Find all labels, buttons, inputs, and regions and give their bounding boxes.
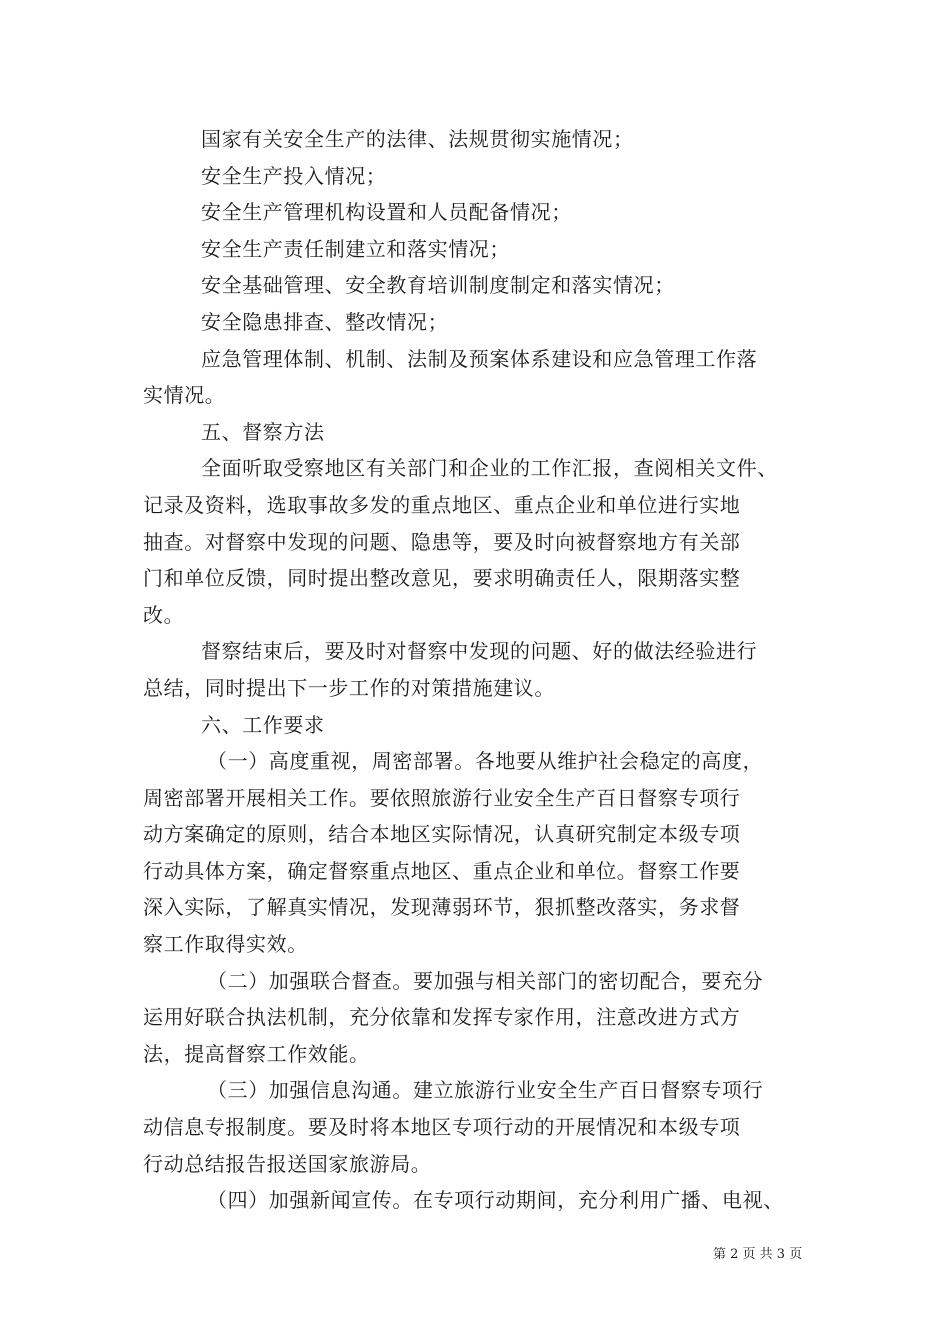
text-line: 周密部署开展相关工作。要依照旅游行业安全生产百日督察专项行 [143,785,741,810]
text-line: 五、督察方法 [201,419,325,444]
text-line: 动方案确定的原则，结合本地区实际情况，认真研究制定本级专项 [143,822,741,847]
text-line: 记录及资料，选取事故多发的重点地区、重点企业和单位进行实地 [143,492,741,517]
text-line: 督察结束后，要及时对督察中发现的问题、好的做法经验进行 [201,639,758,664]
text-line: 动信息专报制度。要及时将本地区专项行动的开展情况和本级专项 [143,1115,741,1140]
text-line: 应急管理体制、机制、法制及预案体系建设和应急管理工作落 [201,346,758,371]
text-line: 法，提高督察工作效能。 [143,1041,370,1066]
text-line: 安全生产投入情况； [201,163,387,188]
text-line: 国家有关安全生产的法律、法规贯彻实施情况； [201,127,634,151]
text-line: 六、工作要求 [201,712,325,737]
document-body [143,121,833,1219]
text-line: 安全生产责任制建立和落实情况； [201,236,510,261]
text-line: （三）加强信息沟通。建立旅游行业安全生产百日督察专项行 [207,1078,764,1103]
text-line: 行动具体方案，确定督察重点地区、重点企业和单位。督察工作要 [143,858,741,883]
text-line: 门和单位反馈，同时提出整改意见，要求明确责任人，限期落实整 [143,566,741,591]
text-line: （一）高度重视，周密部署。各地要从维护社会稳定的高度， [207,749,764,774]
text-line: 运用好联合执法机制，充分依靠和发挥专家作用，注意改进方式方 [143,1005,741,1030]
text-line: 安全隐患排查、整改情况； [201,309,449,334]
text-line: 安全基础管理、安全教育培训制度制定和落实情况； [201,273,675,298]
page-number-footer: 第 2 页 共 3 页 [713,1247,803,1262]
text-line: 改。 [143,602,185,627]
text-line: 深入实际，了解真实情况，发现薄弱环节，狠抓整改落实，务求督 [143,895,741,920]
text-line: 行动总结报告报送国家旅游局。 [143,1151,432,1176]
text-line: 安全生产管理机构设置和人员配备情况； [201,200,572,225]
text-line: 抽查。对督察中发现的问题、隐患等，要及时向被督察地方有关部 [143,529,741,554]
text-line: （二）加强联合督查。要加强与相关部门的密切配合，要充分 [207,968,764,993]
text-line: 察工作取得实效。 [143,932,308,957]
text-line: 总结，同时提出下一步工作的对策措施建议。 [143,675,555,700]
text-line: 实情况。 [143,383,226,408]
text-line: 全面听取受察地区有关部门和企业的工作汇报，查阅相关文件、 [201,456,778,481]
text-line: （四）加强新闻宣传。在专项行动期间，充分利用广播、电视、 [207,1188,784,1213]
